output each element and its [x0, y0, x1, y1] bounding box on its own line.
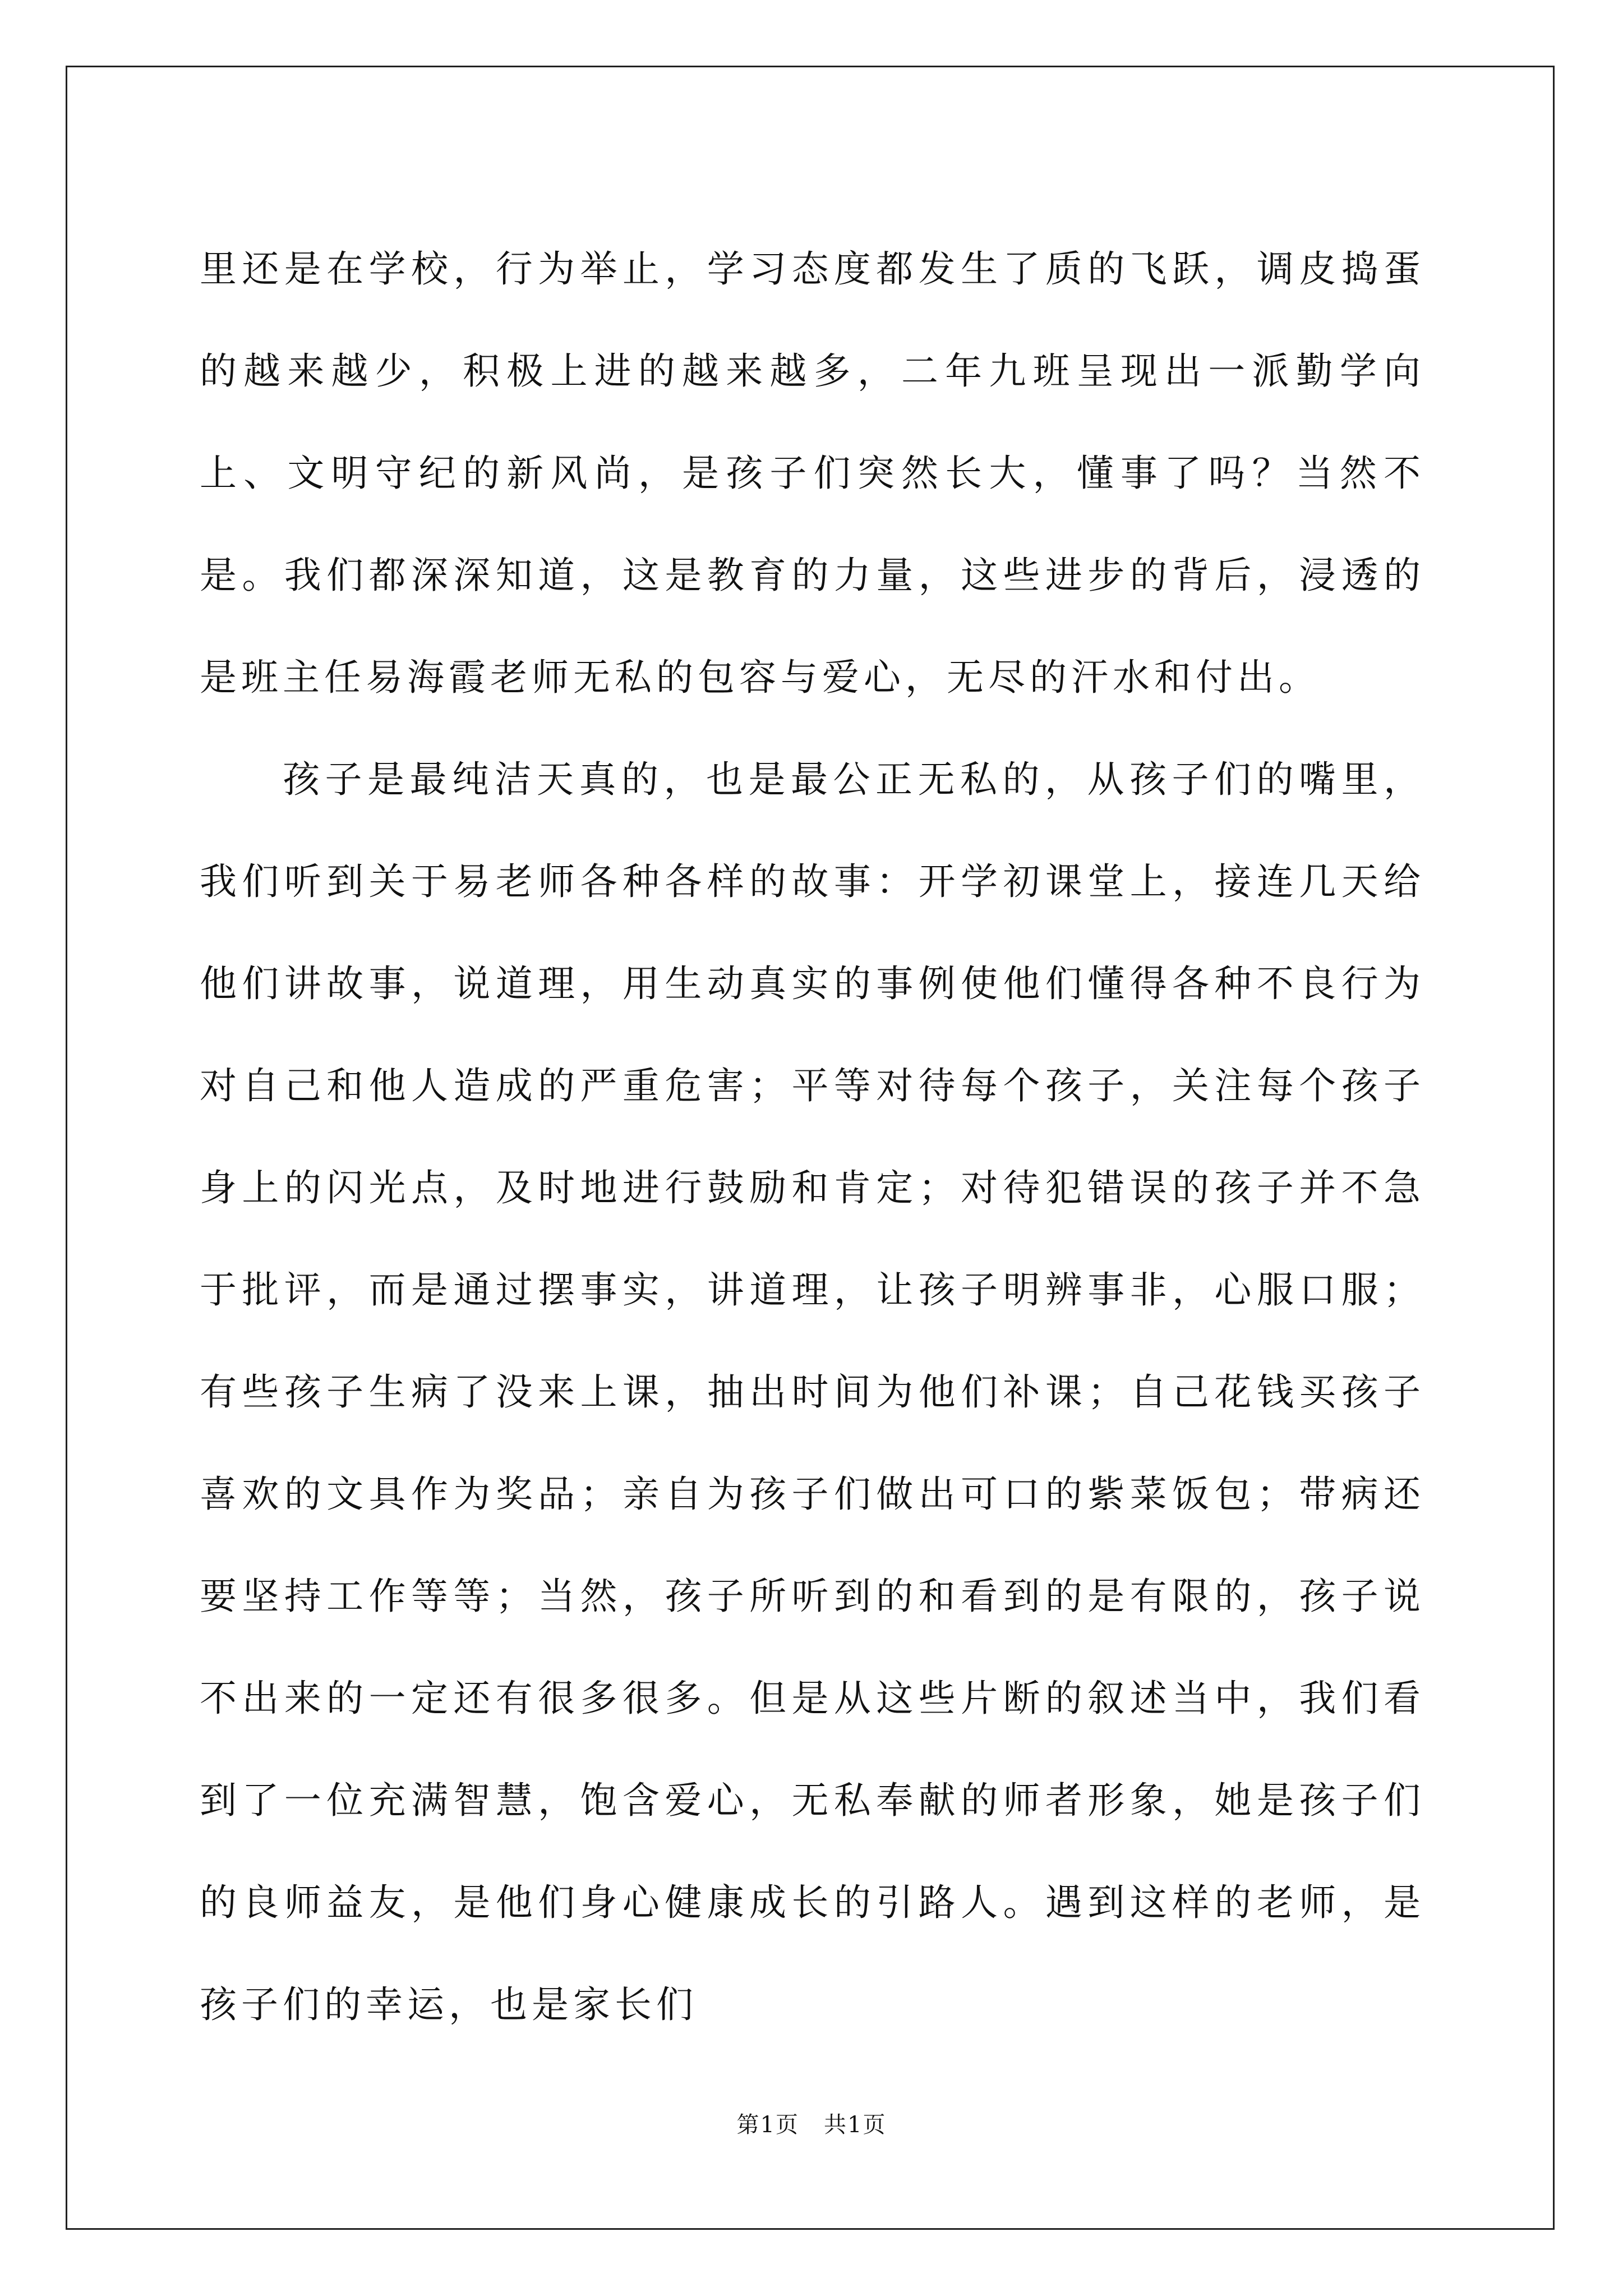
page-number: 第1页: [736, 2112, 799, 2138]
page-footer: [0, 2109, 1623, 2141]
document-body: [200, 218, 1425, 2056]
paragraph-1: 里还是在学校，行为举止，学习态度都发生了质的飞跃，调皮捣蛋的越来越少，积极上进的越来越多，二年九班呈现出一派勤学向上、文明守纪的新风尚，是孩子们突然长大，懂事了吗？当然不是。我们都深深知道，这是教育的力量，这些进步的背后，浸透的是班主任易海霞老师无私的包容与爱心，无尽的汗水和付出。: [200, 247, 1425, 699]
page-total: 共1页: [824, 2112, 887, 2138]
paragraph-2: 孩子是最纯洁天真的，也是最公正无私的，从孩子们的嘴里，我们听到关于易老师各种各样的故事：开学初课堂上，接连几天给他们讲故事，说道理，用生动真实的事例使他们懂得各种不良行为对自己和他人造成的严重危害；平等对待每个孩子，关注每个孩子身上的闪光点，及时地进行鼓励和肯定；对待犯错误的孩子并不急于批评，而是通过摆事实，讲道理，让孩子明辨事非，心服口服；有些孩子生病了没来上课，抽出时间为他们补课；自己花钱买孩子喜欢的文具作为奖品；亲自为孩子们做出可口的紫菜饭包；带病还要坚持工作等等；当然，孩子所听到的和看到的是有限的，孩子说不出来的一定还有很多很多。但是从这些片断的叙述当中，我们看到了一位充满智慧，饱含爱心，无私奉献的师者形象，她是孩子们的良师益友，是他们身心健康成长的引路人。遇到这样的老师，是孩子们的幸运，也是家长们: [200, 758, 1425, 2026]
